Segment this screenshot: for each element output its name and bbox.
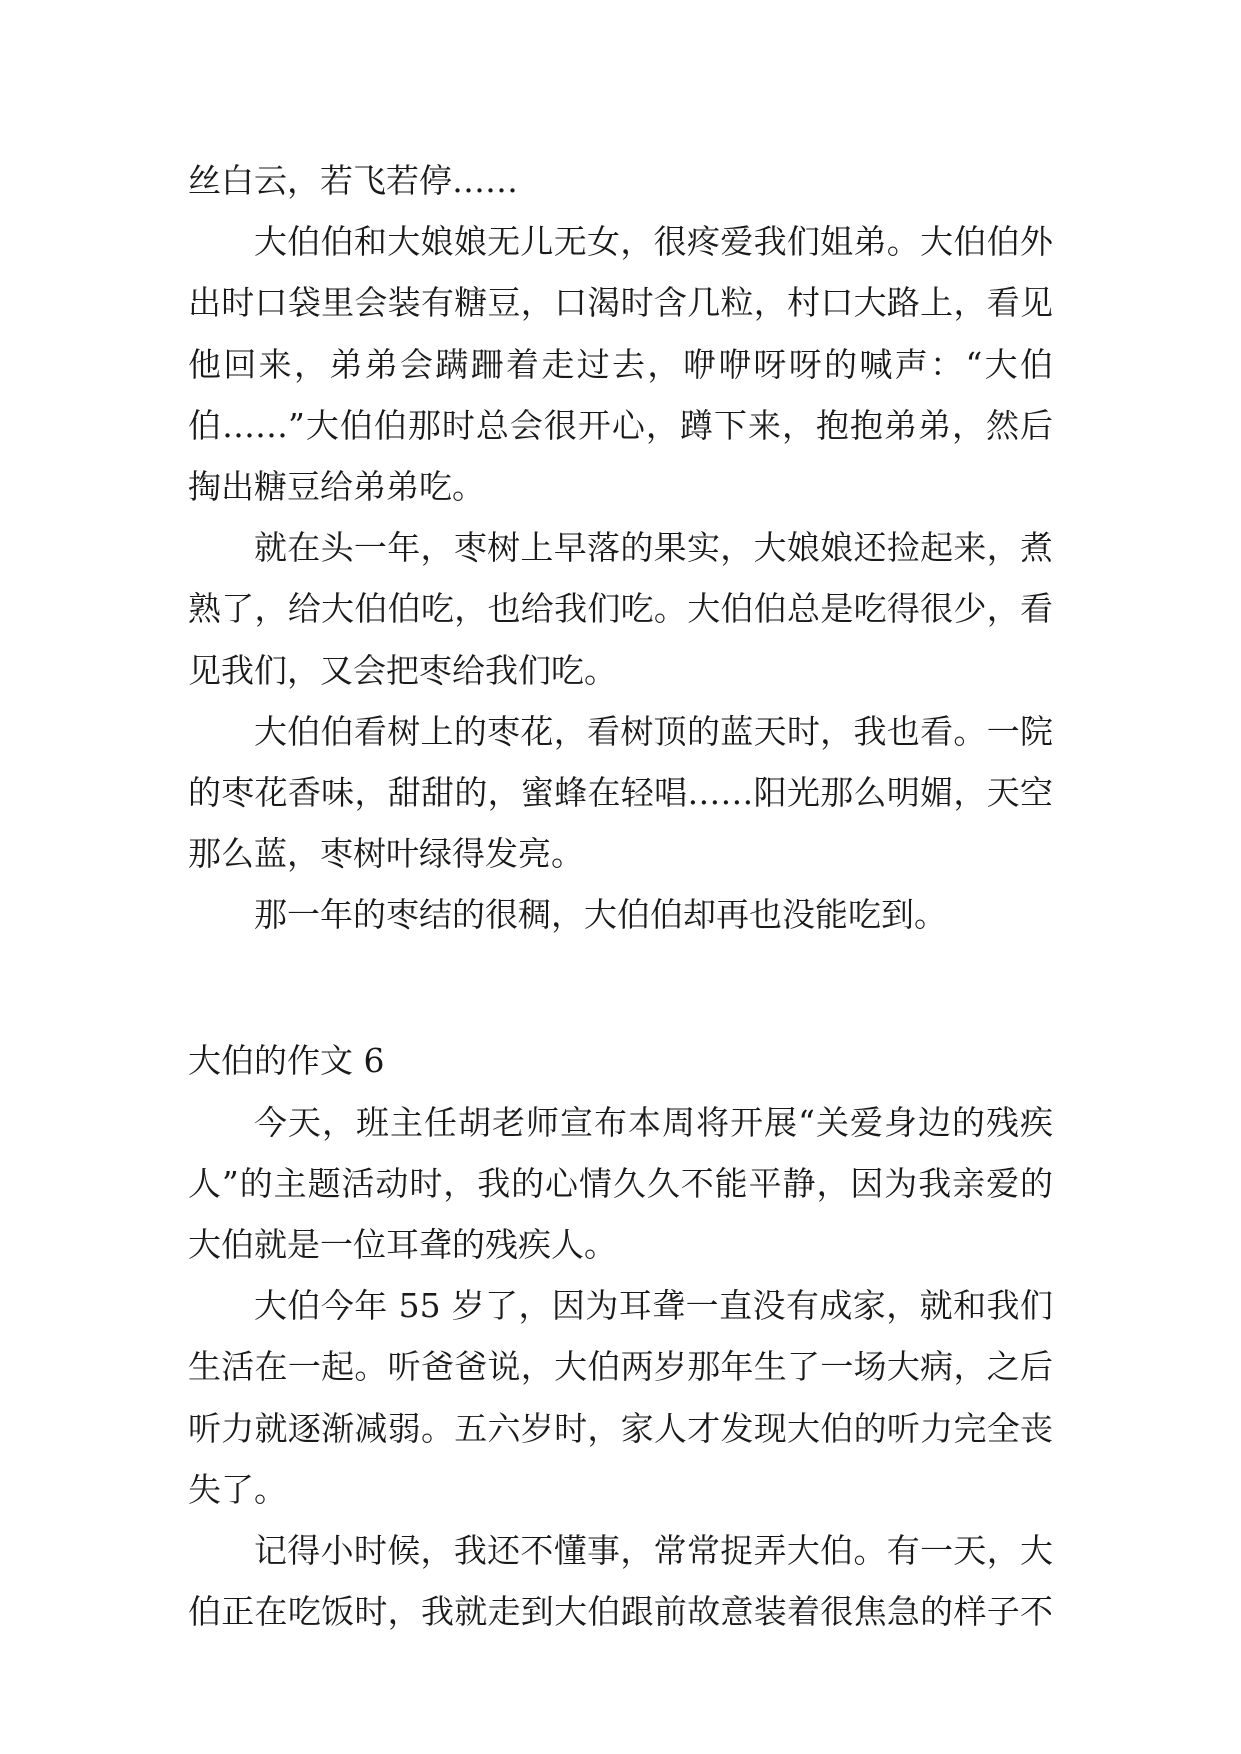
paragraph-line: 见我们，又会把枣给我们吃。 [188, 650, 617, 690]
paragraph-line: 人”的主题活动时，我的心情久久不能平静，因为我亲爱的 [188, 1163, 1053, 1203]
paragraph-line: 大伯伯和大娘娘无儿无女，很疼爱我们姐弟。大伯伯外 [254, 222, 1053, 262]
paragraph-line: 熟了，给大伯伯吃，也给我们吃。大伯伯总是吃得很少，看 [188, 589, 1053, 629]
paragraph-line: 就在头一年，枣树上早落的果实，大娘娘还捡起来，煮 [254, 528, 1053, 568]
paragraph-line: 今天，班主任胡老师宣布本周将开展“关爱身边的残疾 [254, 1102, 1053, 1142]
paragraph-line: 大伯就是一位耳聋的残疾人。 [188, 1225, 617, 1264]
paragraph-line: 丝白云，若飞若停…… [188, 161, 518, 200]
paragraph-line: 大伯今年 55 岁了，因为耳聋一直没有成家，就和我们 [254, 1286, 1053, 1326]
paragraph-line: 出时口袋里会装有糖豆，口渴时含几粒，村口大路上，看见 [188, 283, 1053, 323]
document-page [188, 150, 1053, 1642]
paragraph-line: 大伯伯看树上的枣花，看树顶的蓝天时，我也看。一院 [254, 711, 1053, 751]
paragraph-line: 他回来，弟弟会蹒跚着走过去，咿咿呀呀的喊声：“大伯 [188, 344, 1053, 384]
paragraph-line: 掏出糖豆给弟弟吃。 [188, 466, 485, 506]
section-heading: 大伯的作文 6 [188, 1041, 385, 1081]
paragraph-line: 生活在一起。听爸爸说，大伯两岁那年生了一场大病，之后 [188, 1347, 1053, 1387]
paragraph-line: 听力就逐渐减弱。五六岁时，家人才发现大伯的听力完全丧 [188, 1408, 1053, 1448]
paragraph-line: 记得小时候，我还不懂事，常常捉弄大伯。有一天，大 [254, 1530, 1053, 1570]
paragraph-line: 失了。 [188, 1469, 287, 1509]
paragraph-line: 伯正在吃饭时，我就走到大伯跟前故意装着很焦急的样子不 [188, 1592, 1053, 1632]
paragraph-line: 的枣花香味，甜甜的，蜜蜂在轻唱……阳光那么明媚，天空 [188, 772, 1053, 812]
paragraph-line: 那么蓝，枣树叶绿得发亮。 [188, 834, 584, 874]
paragraph-line: 那一年的枣结的很稠，大伯伯却再也没能吃到。 [254, 895, 947, 935]
section-gap [188, 945, 1053, 1030]
paragraph-line: 伯……”大伯伯那时总会很开心，蹲下来，抱抱弟弟，然后 [188, 405, 1053, 445]
